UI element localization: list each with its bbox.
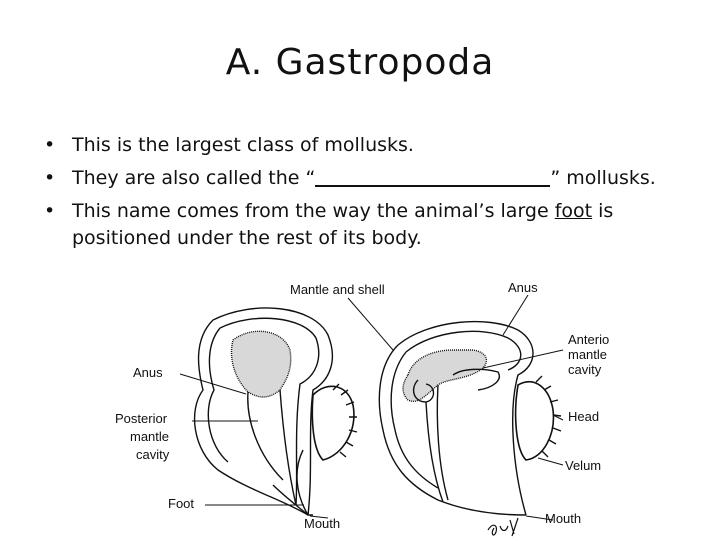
bullet-text: This name comes from the way the animal’s large (72, 200, 555, 222)
handwritten-scribble (488, 518, 518, 536)
bullet-list (44, 132, 684, 258)
label-anterior-2: mantle (568, 347, 608, 362)
label-mantle-shell: Mantle and shell (290, 282, 385, 297)
label-posterior-3: cavity (136, 447, 170, 462)
label-foot: Foot (168, 496, 195, 511)
label-anterior-1: Anterio (568, 332, 610, 347)
slide-title: A. Gastropoda (225, 42, 495, 83)
bullet-text: This is the largest class of mollusks. (72, 134, 414, 156)
label-posterior-2: mantle (130, 429, 170, 444)
bullet-text: ” mollusks. (550, 167, 656, 189)
label-anterior-3: cavity (568, 362, 602, 377)
right-larva-drawing (379, 322, 561, 515)
diagram-svg (108, 280, 624, 540)
fill-in-blank (315, 167, 550, 187)
label-mouth-left: Mouth (304, 516, 341, 531)
bullet-text: They are also called the “ (72, 167, 316, 189)
leader-lines (180, 295, 563, 520)
label-mouth-right: Mouth (545, 511, 582, 526)
label-posterior-1: Posterior (115, 411, 168, 426)
label-velum: Velum (565, 458, 602, 473)
bullet-largest-class (44, 132, 684, 159)
gastropod-torsion-diagram (108, 280, 624, 540)
label-head: Head (568, 409, 600, 424)
left-larva-drawing (195, 308, 357, 515)
label-anus-left: Anus (133, 365, 163, 380)
bullet-also-called (44, 165, 684, 192)
underlined-foot: foot (554, 200, 593, 222)
bullet-text: is positioned under the rest of its body. (72, 200, 614, 249)
bullet-name-origin (44, 198, 684, 252)
label-anus-top: Anus (508, 280, 538, 295)
